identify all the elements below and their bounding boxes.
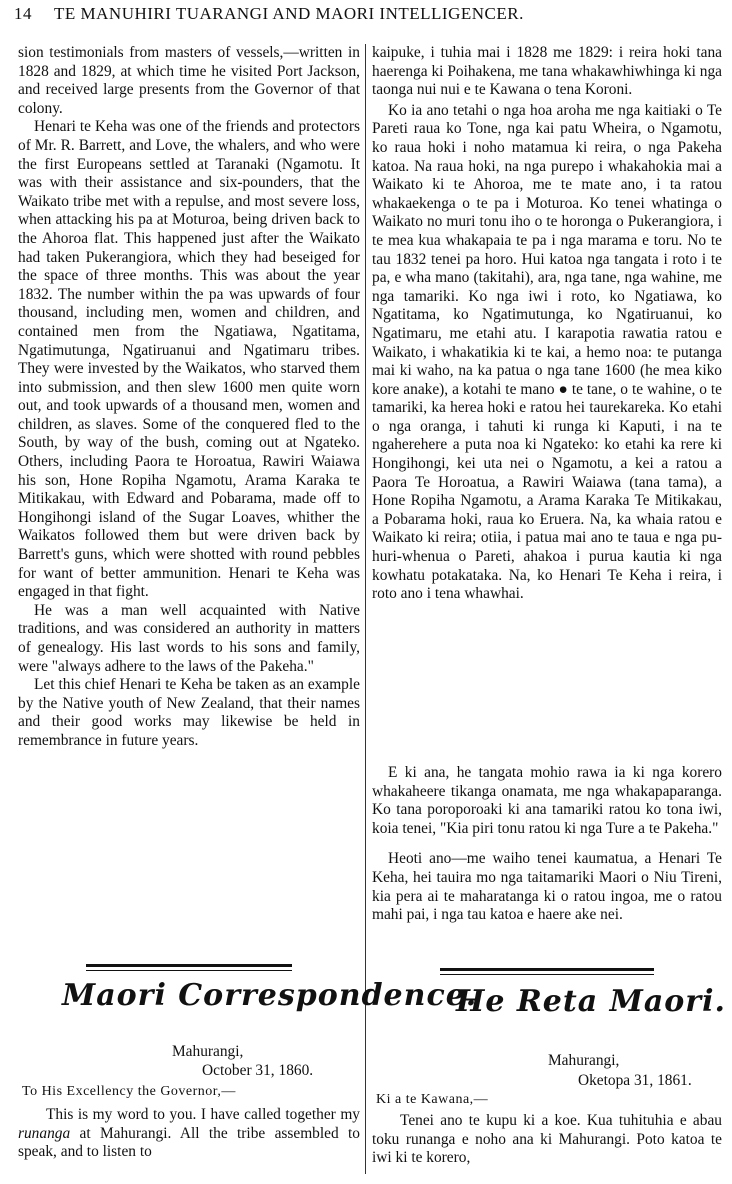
dateline-place: Mahurangi, (172, 1043, 244, 1060)
salutation: To His Excellency the Governor,— (22, 1084, 236, 1099)
letter-body (18, 1106, 360, 1162)
salutation: Ki a te Kawana,— (376, 1092, 489, 1107)
maori-paragraph: E ki ana, he tangata mohio rawa ia ki nga korero whakaheere tikanga onamata, me nga whakapaparanga. Ko tana poroporoaki ki ana tamariki ratou ko tona iwi, koia tenei, "Kia piri tonu ratou ki nga Ture a te Pakeha." (372, 764, 722, 837)
section-rule (440, 968, 654, 971)
letter-body: Tenei ano te kupu ki a koe. Kua tuhituhia e abau toku runanga e noho ana ki Mahurangi. Poto katoa te iwi ki te korero, (372, 1112, 722, 1167)
letter-body-text: This is my word to you. I have called together my (46, 1106, 360, 1123)
english-paragraph: Henari te Keha was one of the friends and protectors of Mr. R. Barrett, and Love, the whalers, and who were the first Europeans settled at Taranaki (Ngamotu. It was with their assistance and six-pounders, that the Waikato tribe met with a repulse, and most severe loss, when attacking his pa at Moturoa, being driven back to the Ahoroa flat. This happened just after the Waikato had taken Pukerangiora, which they had beseiged for the space of three months. This was about the year 1832. The number within the pa was upwards of four thousand, including men, women and children, and contained men from the Ngatiawa, Ngatitama, Ngatimutunga, Ngatiruanui and Ngatimaru tribes. They were invested by the Waikatos, who starved them into submission, and then slew 1600 men quite worn out, and took upwards of a thousand men, women and children, as slaves. Some of the conquered fled to the South, by way of the bush, coming out at Ngateko. Others, including Paora te Horoatua, Rawiri Waiawa his son, Hone Ropiha Ngamotu, Arama Karaka te Mitikakau, with Edward and Pobarama, made off to Hongihongi island of the Sugar Loaves, whither the Waikatos followed them but were driven back by Barrett's guns, which were shotted with round pebbles for want of better ammunition. Henari te Keha was engaged in that fight. (18, 118, 360, 601)
page-header (14, 4, 724, 26)
section-title-english: Maori Correspondence. (62, 978, 478, 1013)
english-paragraph: He was a man well acquainted with Native traditions, and was considered an authority in matters of genealogy. His last words to his sons and family, were "always adhere to the laws of the Pakeha." (18, 601, 360, 675)
maori-paragraph: Ko ia ano tetahi o nga hoa aroha me nga kaitiaki o Te Pareti raua ko Tone, nga kai patu Wheira, o Ngamotu, ko raua hoki i noho matamua ki reira, o nga Pakeha katoa. Na raua hoki, na nga purepo i whakahokia mai a Waikato ki te Ahoroa, me te mate ano, i ta ratou whakaekenga o te pa i Moturoa. Ko tenei whatinga o Waikato no muri tonu iho o te horonga o Pukerangiora, i te mea kua whakapaia te pa i nga marama e toru. No te tau 1832 tenei pa horo. Hui katoa nga tangata i roto i te pa, e wha mano (takitahi), ara, nga tane, nga wahine, me nga tamariki. Ko nga iwi i roto, ko Ngatiawa, ko Ngatitama, ko Ngatimutunga, ko Ngatiruanui, ko Ngatimaru, me etahi atu. I karapotia rawatia ratou e Waikato, i whakatikia ki te kai, a hemo noa: te putanga mai ki waho, na ka patua o nga tane 1600 (he mea kiko kore anake), a kotahi te mano ● te tane, o te wahine, o te tamariki, ka herea hoki e ratou hei taurekareka. Ko etahi o nga oranga, i tahuti ki runga ki Kaputi, i na te ngaherehere a puta noa ki Ngateko: ko etahi ka rere ki Hongihongi, kei uta nei o Ngamotu, a kei a ratou a Paora Te Horoatua, a Rawiri Waiawa (tana tama), a Hone Ropiha Ngamotu, a Arama Karaka Te Mitikakau, a Pobarama hoki, raua ko Eruera. Na, ka whaia ratou e Waikato ki reira; otiia, i patua mai ano te taua e nga pu-huri-whenua o Pareti, ahakoa i purua kautia ki nga kowhatu potakataka. Na, ko Henari Te Keha i reira, i roto ano i tena whawhai. (372, 101, 722, 603)
section-rule (86, 970, 292, 971)
english-paragraph: sion testimonials from masters of vessels,—written in 1828 and 1829, at which time he visited Port Jackson, and received large presents from the Governor of that colony. (18, 44, 360, 117)
masthead-title: TE MANUHIRI TUARANGI AND MAORI INTELLIGENCER. (54, 4, 524, 23)
english-column (18, 44, 360, 751)
maori-paragraph: kaipuke, i tuhia mai i 1828 me 1829: i reira hoki tana haerenga ki Poihakena, me tana whakawhiwhinga ki nga taonga nui nui e te Kawana o tena Koroni. (372, 44, 722, 99)
letter-body-emphasis: runanga (18, 1124, 71, 1142)
dateline-date: October 31, 1860. (202, 1062, 314, 1079)
section-rule (440, 974, 654, 975)
section-title-maori: He Reta Maori. (456, 984, 726, 1019)
letter-body-text: at Mahurangi. All the tribe assembled to speak, and to listen to (18, 1124, 360, 1161)
maori-column-lower (372, 764, 722, 925)
dateline-place: Mahurangi, (548, 1052, 620, 1069)
maori-paragraph: Heoti ano—me waiho tenei kaumatua, a Henari Te Keha, hei tauira mo nga taitamariki Maori o Niu Tireni, kia pera ai te maharatanga ki o ratou ingoa, me o ratou mahi pai, i nga tau katoa e haere ake nei. (372, 850, 722, 924)
dateline-date: Oketopa 31, 1861. (578, 1072, 692, 1089)
section-rule (86, 964, 292, 967)
maori-column (372, 44, 722, 604)
page-number: 14 (14, 4, 32, 23)
english-paragraph: Let this chief Henari te Keha be taken as an example by the Native youth of New Zealand, that their names and their good works may likewise be held in remembrance in future years. (18, 676, 360, 749)
